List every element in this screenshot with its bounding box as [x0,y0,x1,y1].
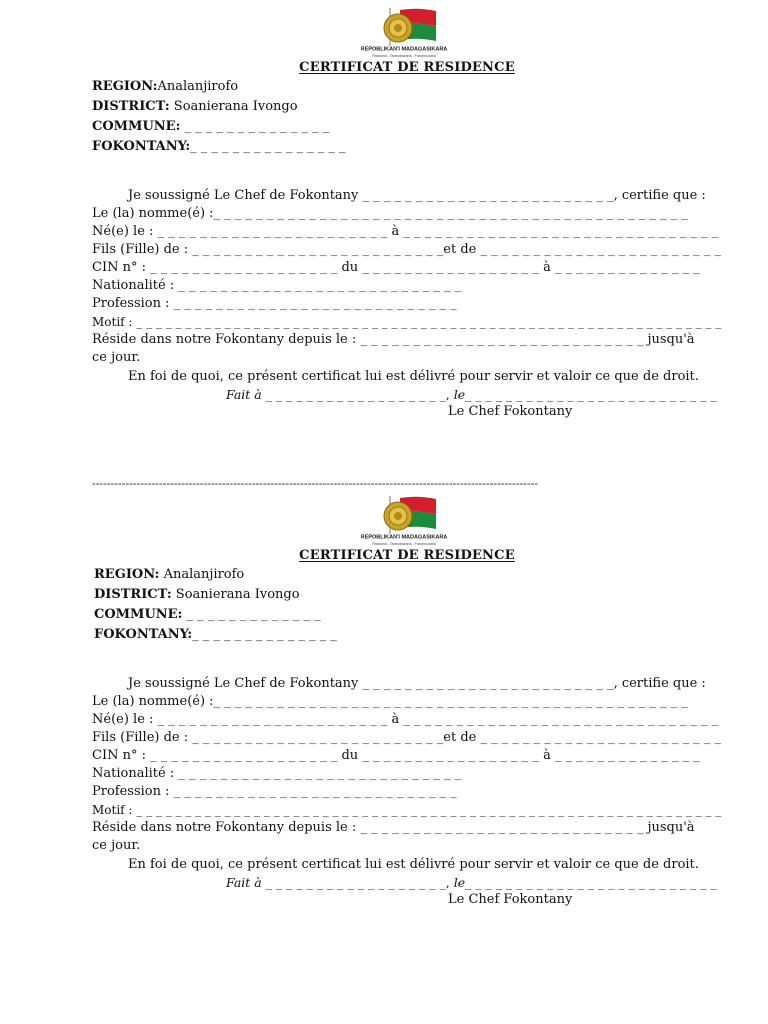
resides-line[interactable]: Réside dans notre Fokontany depuis le : _ _ _ _ _ _ _ _ _ _ _ _ _ _ _ _ _ _ _ _ _ _ _ _ _ _ _ jusqu'à [92,332,695,347]
fokontany-label: FOKONTANY: [94,627,193,642]
fokontany-label: FOKONTANY: [92,139,191,154]
en-foi-line: En foi de quoi, ce présent certificat lui est délivré pour servir et valoir ce que de droit. [128,857,699,872]
resides-line[interactable]: Réside dans notre Fokontany depuis le : _ _ _ _ _ _ _ _ _ _ _ _ _ _ _ _ _ _ _ _ _ _ _ _ _ _ _ jusqu'à [92,820,695,835]
region-label: REGION: [92,79,158,94]
certificate-copy-2 [0,488,768,918]
name-line[interactable]: Le (la) nomme(é) :_ _ _ _ _ _ _ _ _ _ _ _ _ _ _ _ _ _ _ _ _ _ _ _ _ _ _ _ _ _ _ _ _ _ _ _ _ _ _ _ _ _ _ _ _ [92,694,688,709]
commune-field[interactable] [94,605,321,624]
district-field [92,97,298,116]
resides-continuation: ce jour. [92,838,141,853]
profession-line[interactable]: Profession : _ _ _ _ _ _ _ _ _ _ _ _ _ _ _ _ _ _ _ _ _ _ _ _ _ _ _ [92,296,457,311]
certificate-copy-1 [0,0,768,480]
certificate-title: CERTIFICAT DE RESIDENCE [299,60,515,75]
district-value: Soanierana Ivongo [171,587,300,602]
certificate-title: CERTIFICAT DE RESIDENCE [299,548,515,563]
madagascar-emblem-logo [328,6,478,62]
emblem-title-text: REPOBLIKAN'I MADAGASIKARA [360,46,448,53]
commune-label: COMMUNE: [92,119,181,134]
fait-a-blank[interactable]: _ _ _ _ _ _ _ _ _ _ _ _ _ _ _ _ _ _, [261,875,450,890]
le-label: le [449,875,466,890]
district-label: DISTRICT: [92,99,170,114]
fokontany-field[interactable] [92,137,345,156]
commune-blank[interactable]: _ _ _ _ _ _ _ _ _ _ _ _ _ [182,607,321,622]
district-field [94,585,300,604]
district-value: Soanierana Ivongo [169,99,298,114]
region-field [92,77,238,96]
profession-line[interactable]: Profession : _ _ _ _ _ _ _ _ _ _ _ _ _ _ _ _ _ _ _ _ _ _ _ _ _ _ _ [92,784,457,799]
cin-line[interactable]: CIN n° : _ _ _ _ _ _ _ _ _ _ _ _ _ _ _ _ _ _ du _ _ _ _ _ _ _ _ _ _ _ _ _ _ _ _ _ à _ _ _ _ _ _ _ _ _ _ _ _ _ _ [92,260,700,275]
district-label: DISTRICT: [94,587,172,602]
parents-line[interactable]: Fils (Fille) de : _ _ _ _ _ _ _ _ _ _ _ _ _ _ _ _ _ _ _ _ _ _ _ _et de _ _ _ _ _ _ _ _ _ _ _ _ _ _ _ _ _ _ _ _ _ _ _ [92,730,721,745]
intro-line[interactable]: Je soussigné Le Chef de Fokontany _ _ _ _ _ _ _ _ _ _ _ _ _ _ _ _ _ _ _ _ _ _ _ _, certifie que : [128,676,706,691]
commune-label: COMMUNE: [94,607,183,622]
fait-a-blank[interactable]: _ _ _ _ _ _ _ _ _ _ _ _ _ _ _ _ _ _, [261,387,450,402]
fokontany-blank[interactable]: _ _ _ _ _ _ _ _ _ _ _ _ _ _ [192,627,337,642]
commune-blank[interactable]: _ _ _ _ _ _ _ _ _ _ _ _ _ _ [180,119,330,134]
region-label: REGION: [94,567,160,582]
birth-line[interactable]: Né(e) le : _ _ _ _ _ _ _ _ _ _ _ _ _ _ _ _ _ _ _ _ _ _ à _ _ _ _ _ _ _ _ _ _ _ _ _ _ _ _ _ _ _ _ _ _ _ _ _ _ _ _ _ _ [92,712,719,727]
name-line[interactable]: Le (la) nomme(é) :_ _ _ _ _ _ _ _ _ _ _ _ _ _ _ _ _ _ _ _ _ _ _ _ _ _ _ _ _ _ _ _ _ _ _ _ _ _ _ _ _ _ _ _ _ [92,206,688,221]
fokontany-field[interactable] [94,625,337,644]
signature-label: Le Chef Fokontany [448,404,573,419]
madagascar-emblem-logo [328,494,478,550]
signature-label: Le Chef Fokontany [448,892,573,907]
birth-line[interactable]: Né(e) le : _ _ _ _ _ _ _ _ _ _ _ _ _ _ _ _ _ _ _ _ _ _ à _ _ _ _ _ _ _ _ _ _ _ _ _ _ _ _ _ _ _ _ _ _ _ _ _ _ _ _ _ _ [92,224,719,239]
cin-line[interactable]: CIN n° : _ _ _ _ _ _ _ _ _ _ _ _ _ _ _ _ _ _ du _ _ _ _ _ _ _ _ _ _ _ _ _ _ _ _ _ à _ _ _ _ _ _ _ _ _ _ _ _ _ _ [92,748,700,763]
cut-line-separator: ------------------------------------------------------------------------------------------------------------------------ [92,477,539,490]
motif-line[interactable]: Motif : _ _ _ _ _ _ _ _ _ _ _ _ _ _ _ _ _ _ _ _ _ _ _ _ _ _ _ _ _ _ _ _ _ _ _ _ _ _ _ _ _ _ _ _ _ _ _ _ _ _ _ _ _ _ _ _ _ _ _ _ [92,803,722,817]
motif-line[interactable]: Motif : _ _ _ _ _ _ _ _ _ _ _ _ _ _ _ _ _ _ _ _ _ _ _ _ _ _ _ _ _ _ _ _ _ _ _ _ _ _ _ _ _ _ _ _ _ _ _ _ _ _ _ _ _ _ _ _ _ _ _ _ [92,315,722,329]
emblem-title-text: REPOBLIKAN'I MADAGASIKARA [360,534,448,541]
date-blank[interactable]: _ _ _ _ _ _ _ _ _ _ _ _ _ _ _ _ _ _ _ _ _ _ _ _ _ [465,387,717,402]
commune-field[interactable] [92,117,329,136]
region-field [94,565,244,584]
emblem-motto-text: Fitiavana - Tanindrazana - Fandrosoana [372,542,436,546]
le-label: le [449,387,466,402]
fait-a-line[interactable] [226,874,717,892]
date-blank[interactable]: _ _ _ _ _ _ _ _ _ _ _ _ _ _ _ _ _ _ _ _ _ _ _ _ _ [465,875,717,890]
intro-line[interactable]: Je soussigné Le Chef de Fokontany _ _ _ _ _ _ _ _ _ _ _ _ _ _ _ _ _ _ _ _ _ _ _ _, certifie que : [128,188,706,203]
nationality-line[interactable]: Nationalité : _ _ _ _ _ _ _ _ _ _ _ _ _ _ _ _ _ _ _ _ _ _ _ _ _ _ _ [92,278,462,293]
parents-line[interactable]: Fils (Fille) de : _ _ _ _ _ _ _ _ _ _ _ _ _ _ _ _ _ _ _ _ _ _ _ _et de _ _ _ _ _ _ _ _ _ _ _ _ _ _ _ _ _ _ _ _ _ _ _ [92,242,721,257]
fait-a-label: Fait à [226,387,262,402]
resides-continuation: ce jour. [92,350,141,365]
nationality-line[interactable]: Nationalité : _ _ _ _ _ _ _ _ _ _ _ _ _ _ _ _ _ _ _ _ _ _ _ _ _ _ _ [92,766,462,781]
fait-a-label: Fait à [226,875,262,890]
fait-a-line[interactable] [226,386,717,404]
fokontany-blank[interactable]: _ _ _ _ _ _ _ _ _ _ _ _ _ _ _ [190,139,346,154]
en-foi-line: En foi de quoi, ce présent certificat lui est délivré pour servir et valoir ce que de droit. [128,369,699,384]
region-value: Analanjirofo [159,567,245,582]
emblem-motto-text: Fitiavana - Tanindrazana - Fandrosoana [372,54,436,58]
region-value: Analanjirofo [157,79,239,94]
